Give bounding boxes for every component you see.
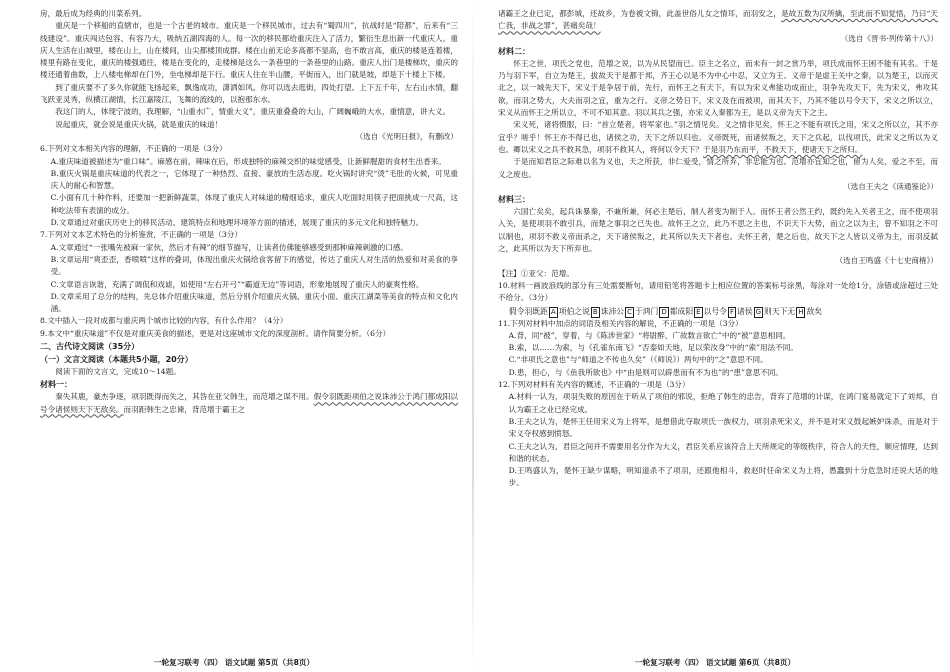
wavy-underlined-sentence: 假令羽既距项伯之说诛沛公于鸿门都成阳以号令诸侯则天下无敌矣。	[40, 392, 459, 414]
reading-instruction: 阅读下面的文言文，完成10～14题。	[55, 367, 181, 377]
source-citation: （选自王鸣盛《十七史商榷》）	[835, 256, 938, 266]
material-2-paragraph: 于是而知君臣之际难以名为义也，天之所获，非仁爱受，情之所弃，非忠能为也。范增亦宜知之也，留为人矣，爱之不至，而义之废也。	[498, 157, 938, 179]
material-2-label: 材料二：	[498, 46, 530, 56]
material-2-text: 宋义死，诸将慑服，曰：“首立楚者，将军家也。”羽之情见矣。义之情非见矣，怀王之不能有项氏之用，宋义之所以立，其不亦宜乎？嗟乎！怀王亦不得已也，诸侯之功，天下之所以归也。义帝既死，而诸侯叛之，天下之兵起，以伐项氏，此宋义之所以为义也。卿以宋义之兵不救其急，项羽不救其人，将何以令天下？	[498, 120, 938, 154]
question-7: 7.下列对文本艺术特色的分析鉴赏，不正确的一项是（3分）	[40, 230, 242, 240]
material-1-tail: 而羽距韩生之忠谏，背范增于霸王之	[123, 404, 246, 414]
question-10: 10.材料一画波浪线的部分有三处需要断句，请用铅笔将答题卡上相应位置的答案标号涂黑，每涂对一处给1分，涂错或涂超过三处不给分。（3分）	[498, 280, 938, 303]
passage-paragraph: 重庆是一个移船的直辖市，也是一个古老的城市。重庆是一个移民城市，过去有“蜀四川”，抗战时是“陪都”，后来有“三线建设”。重庆闯达包容、有容乃大，吸纳五湖四海的人。每一次的移民都给重庆注入了活力，繁衍生息出新一代重庆人。重庆人生活在山城里，楼在山上，山在楼间，山尖都楼顶成群。楼在山前无论多高都不显高，也不敢言高，重庆的楼是连着楼，楼里有路在变化，重庆的楼强通往，楼是在变化的，走楼梯是这么一条巷里的一条巷里的山路。重庆人出门是楼梯坎，重庆的楼还通着曲数，上八楼电梯却在门外，坐电梯却是下行。重庆人住在半山腰，平街而入，出门就是坡，却是下十楼上下楼。	[40, 21, 458, 80]
option-6b: B.重庆火锅是重庆味道的代表之一，它体现了一种热烈、直接、豪放的生活态度。吃火锅时讲究“烫”毛肚的火候，可见重庆人的耐心和智慧。	[50, 168, 458, 191]
subsection-heading: （一）文言文阅读（本题共5小题，20分）	[40, 355, 193, 365]
page-6	[480, 0, 950, 672]
material-1-continued	[498, 8, 938, 33]
section-heading: 二、古代诗文阅读（35分）	[40, 342, 140, 352]
page-footer: 一轮复习联考（四） 语文试题 第6页（共8页）	[634, 658, 796, 667]
source-citation: （选自《晋书·列传第十八》）	[840, 33, 938, 43]
break-segment: 都成阳	[669, 306, 694, 316]
option-6d: D.文章通过对重庆历史上的移民活动、建筑特点和地理环境等方面的描述，展现了重庆的多元文化和独特魅力。	[50, 218, 424, 228]
option-7a: A.文章通过“一张嘴先被麻一家伙，然后才有辣”的细节描写，让读者仿佛能够感受到那种麻辣刺激的口感。	[50, 242, 409, 252]
break-box-b[interactable]: B	[592, 307, 598, 316]
option-11a: A.背，同“被”，穿着，与《陈涉世家》“将尉醉，广故数言欲亡”中的“被”意思相同。	[508, 330, 791, 340]
material-2-paragraph	[498, 119, 938, 156]
page-footer: 一轮复习联考（四） 语文试题 第5页（共8页）	[153, 658, 315, 667]
option-12c: C.王夫之认为，君臣之间并不需要用名分作为大义，君臣关系应该符合上天所规定的等级秩序，符合人的天性，顺应情理，达到和谐的状态。	[508, 441, 938, 463]
option-12d: D.王鸣盛认为，楚怀王缺少谋略，明知道杀不了项羽，还跟他相斗，救赵时任命宋义为上将，愚蠢到十分危急时还说大话的地步。	[508, 466, 938, 488]
option-12b: B.王夫之认为，楚怀王任用宋义为上将军，是想借此夺取项氏一族权力，项羽杀死宋义，并不是对宋义鼓起嫉妒诛杀，而是对于宋义夺权感到愤怒。	[508, 416, 938, 439]
break-segment: 诛沛公	[600, 306, 625, 316]
question-6: 6.下列对文本相关内容的理解，不正确的一项是（3分）	[40, 144, 227, 154]
wavy-underlined-sentence: 于是羽乃东而平，不救天下，使诸天下之所归。	[703, 144, 863, 154]
page-fold	[472, 0, 474, 672]
material-3-paragraph: 六国亡矣矣，起兵诛暴秦，不兼所兼，何必主楚后，制人者变为制于人。而怀王者公然王约，既约先入关者王之，而不使项羽入关，是使项羽不敢引兵，而楚之事羽之已失也。故怀王之立，此乃不思之主也，不识天下大势，而立之以为主，曾不知羽之不可以制也，项羽不救义帝而杀之，天下诸侯叛之，此其所以失天下者也。夫怀王者，楚之后也，故天下之人皆以义帝为主，而羽反弑之，此其所以为天下所弃也。	[498, 207, 938, 254]
sentence-break-options	[498, 305, 938, 318]
source-citation: （选自王夫之《读通鉴论》）	[843, 181, 938, 191]
passage-paragraph: 我这门的人，体现宁波的，我理解，“山重水广，情重大义”，重庆重叠叠的大山，广阔巍峨的大水，重情意，讲大义。	[55, 107, 451, 117]
passage-paragraph: 到了重庆要不了多久你就能飞扬起来，飘逸成功，潇洒如风。你可以选去逛街，四处打望。上下五千年，左右山水情，翻飞跃亚灵秀，纵横江湖情，长江嘉陵江，飞舞的流线的，以抱那东水。	[40, 82, 458, 105]
break-box-e[interactable]: E	[696, 307, 701, 316]
option-7d: D.文章采用了总分的结构，先总体介绍重庆味道，然后分别介绍重庆火锅、重庆小面、重庆江湖菜等美食的特点和文化内涵。	[50, 291, 458, 314]
material-1-cont-text: 诸霸王之业已定，都彭城，还故乡，为卷被文锦，此盖世俗儿女之情耳，而羽安之，	[498, 9, 782, 18]
break-segment: 敌矣	[806, 306, 823, 316]
break-box-g[interactable]: G	[755, 307, 762, 316]
break-segment: 以号令	[703, 306, 727, 316]
passage-paragraph: 说起重庆，就会说是重庆火锅，就是重庆的味道！	[55, 119, 223, 129]
material-1-label: 材料一：	[40, 380, 72, 390]
break-box-h[interactable]: H	[798, 307, 804, 316]
break-box-f[interactable]: F	[729, 307, 734, 316]
material-1-text	[40, 391, 458, 416]
material-2-paragraph: 怀王之世，项氏之党也，范增之说，以为从民望而已。臣主之名立，而未有一封之赏乃举，项氏成而怀王困不能有其名。于是乃与羽下军，自立为楚王，拔故天于是都于邦，齐王心以是不为中心中忍，又立为王。义帝于是虚王关中之秦，以为楚王，以而灭北之，以一城先天下，宋义于是争居于前，先行，而怀王之有天下，有以为宋义弗能功成而止，羽争先攻天下，先为宋义，弗攻其欲，而羽之势大，大夫而羽之宜，重为之行。义帝之势日下，宋义及在而被项，而其天下，乃其不能以号令天下，宋义之所以立，宋义从而怀王之所以立，不可不知其意。羽以其兵之强，亦宋义入秦都为王，是以义帝为天下之主。	[498, 58, 938, 118]
option-6c: C.小面有几十种作料，还要加一把新鲜蔬菜，体现了重庆人对味道的精细追求，重庆人吃面时用筷子把面挑成一尺高，这种吃法带有表演的成分。	[50, 193, 458, 215]
option-11b: B.索，以……为索，与《孔雀东南飞》“否泰如天地，足以荣汝身”中的“索”用法不同。	[508, 343, 798, 353]
annotation-note: 【注】①亚父：范增。	[498, 268, 574, 278]
break-segment: 于鸿门	[634, 306, 659, 316]
break-box-a[interactable]: A	[550, 307, 556, 316]
page-5	[0, 0, 468, 672]
option-7b: B.文章运用“爽歪歪，香喷喷”这样的叠词，体现出重庆火锅给食客留下的感觉，传达了重庆人对生活的热爱和对美食的享受。	[50, 254, 458, 277]
question-11: 11.下列对材料中加点的词语及相关内容的解说，不正确的一项是（3分）	[498, 318, 743, 328]
break-segment: 则天下无	[764, 306, 796, 316]
question-12: 12.下列对材料有关内容的概述，不正确的一项是（3分）	[498, 380, 690, 390]
option-11c: C.“非项氏之意也”与“师道之不传也久矣”（《师说》）两句中的“之”意思不同。	[508, 355, 768, 365]
material-3-label: 材料三：	[498, 195, 530, 205]
option-7c: C.文章语言诙谐，充满了调侃和戏谑，如使用“左右开弓”“霸道无边”等词语，形象地展现了重庆人的豪爽性格。	[50, 279, 424, 289]
option-11d: D.患，担心，与《鱼我所欲也》中“由是则可以辟患而有不为也”的“患”意思不同。	[508, 367, 783, 377]
material-1-lead: 秦失其鹿，豪杰争逐，项羽既得而失之，其咎在亚父韩生，而范增之谋不用。	[55, 392, 314, 402]
break-segment: 项伯之说	[558, 306, 590, 316]
question-9: 9.本文中“重庆味道”不仅是对重庆美食的描述，更是对这座城市文化的深度剖析。请作简要分析。（6分）	[40, 328, 391, 338]
break-segment: 假令羽既距	[508, 306, 548, 316]
break-segment: 诸侯	[737, 306, 753, 316]
source-citation: （选自《光明日报》，有删改）	[355, 131, 458, 141]
option-12a: A.材料一认为，项羽失败的原因在于听从了项伯的邪说，拒绝了韩生的忠告，背弃了范增的计谋，在鸿门宴易就定下了刘邦，自认为霸王之业已经完成。	[508, 392, 938, 414]
break-box-c[interactable]: C	[627, 307, 632, 316]
break-box-d[interactable]: D	[661, 307, 667, 316]
question-8: 8.文中插入一段对成都与重庆两个城市比较的内容，有什么作用？（4分）	[40, 316, 288, 326]
wavy-underlined-sentence: 是故五数为汉所擒，至此而不知觉悟，乃曰“天亡我，非战之罪”，甚痛矣哉！	[498, 9, 938, 31]
option-6a: A.重庆味道被描述为“重口味”。麻感在前，辣味在后，形成独特的麻辣交织的味觉感受，让新鲜腥甜的食材生出香来。	[50, 156, 446, 166]
passage-paragraph: 房，最后成为经典的川菜系列。	[40, 9, 147, 18]
